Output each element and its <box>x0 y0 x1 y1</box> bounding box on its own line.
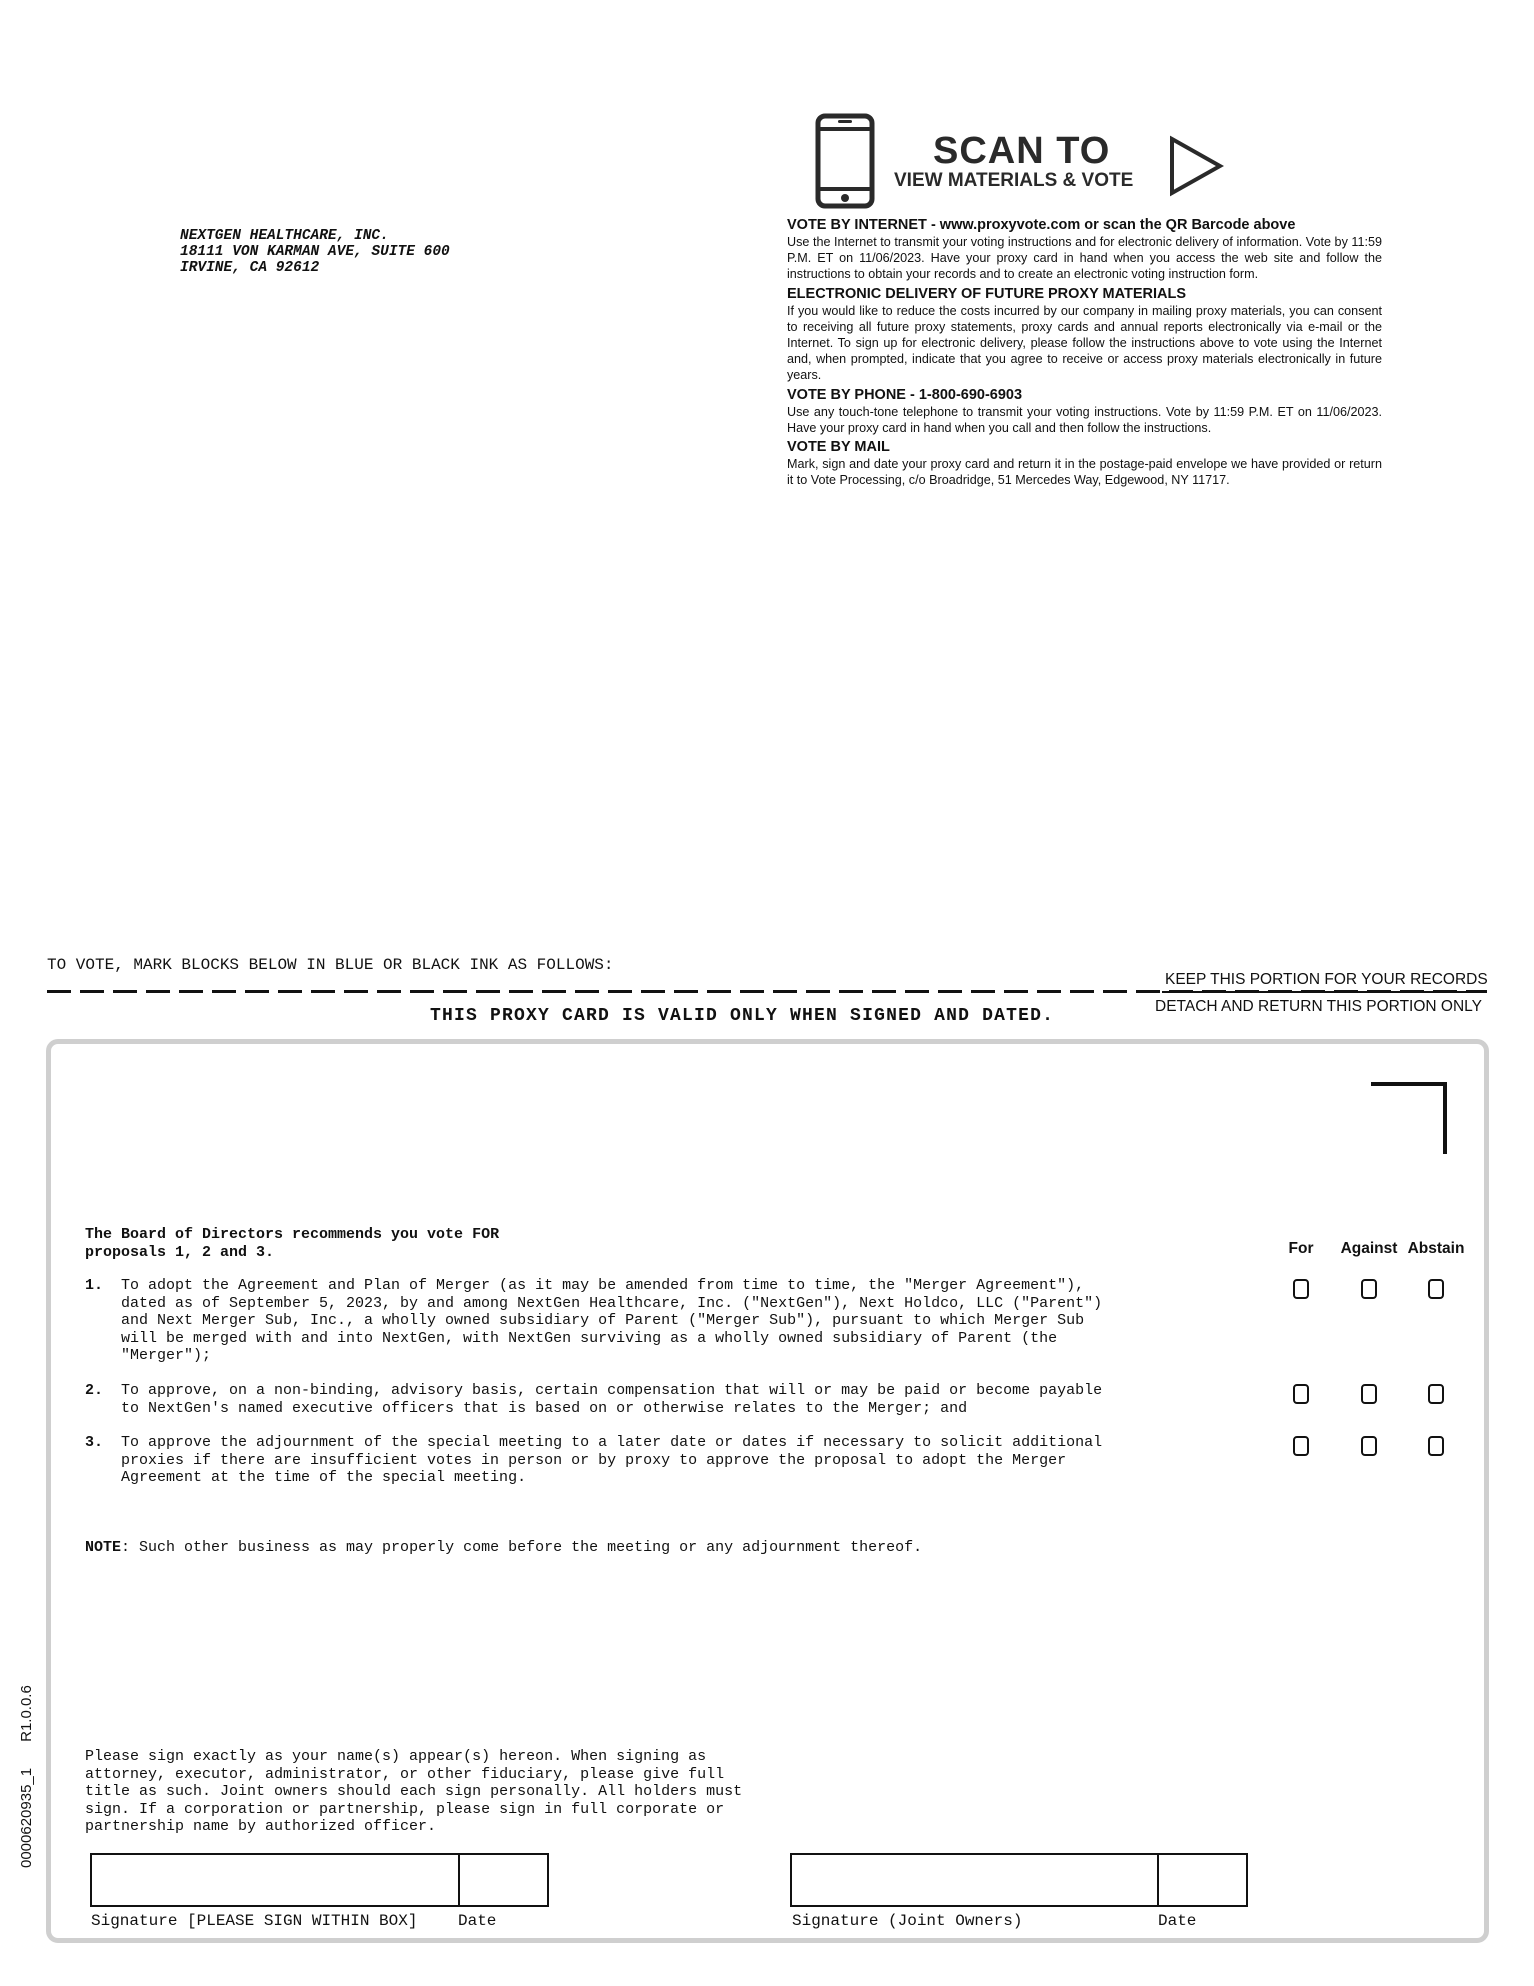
instruction-heading: ELECTRONIC DELIVERY OF FUTURE PROXY MATERIALS <box>787 285 1187 302</box>
vote-by-mail <box>787 439 1382 488</box>
signature-label: Signature [PLEASE SIGN WITHIN BOX] <box>91 1912 418 1930</box>
proposal-1-against-checkbox[interactable] <box>1361 1279 1377 1299</box>
proposal-number: 1. <box>85 1277 104 1294</box>
proposal-text: To approve, on a non-binding, advisory basis, certain compensation that will or may be paid or become payable to NextGen's named executive officers that is based on or otherwise relates to the Merger; and <box>121 1382 1103 1417</box>
proposal-number: 2. <box>85 1382 104 1399</box>
proposal-3-against-checkbox[interactable] <box>1361 1436 1377 1456</box>
proposal-3-abstain-checkbox[interactable] <box>1428 1436 1444 1456</box>
proposal-3-for-checkbox[interactable] <box>1293 1436 1309 1456</box>
joint-signature-label: Signature (Joint Owners) <box>792 1912 1023 1930</box>
document-id: 0000620935_1 <box>18 1767 35 1868</box>
column-head-against: Against <box>1340 1240 1398 1257</box>
instruction-body: If you would like to reduce the costs incurred by our company in mailing proxy materials, you can consent to receiving all future proxy statements, proxy cards and annual reports electronically via e-mail or the Internet. To sign up for electronic delivery, please follow the instructions above to vote using the Internet and, when prompted, indicate that you agree to receive or access proxy materials electronically in future years. <box>787 303 1382 383</box>
mark-blocks-instruction: TO VOTE, MARK BLOCKS BELOW IN BLUE OR BLACK INK AS FOLLOWS: <box>47 956 614 974</box>
electronic-delivery <box>787 286 1382 384</box>
keep-records-label: KEEP THIS PORTION FOR YOUR RECORDS <box>1165 971 1488 988</box>
voting-instructions <box>787 217 1382 491</box>
proposal-2-abstain-checkbox[interactable] <box>1428 1384 1444 1404</box>
signature-date-box[interactable] <box>458 1853 549 1907</box>
instruction-heading: VOTE BY PHONE - 1-800-690-6903 <box>787 386 1023 403</box>
detach-dash-line <box>47 990 1487 993</box>
valid-only-signed-note: THIS PROXY CARD IS VALID ONLY WHEN SIGNED AND DATED. <box>430 1006 1055 1026</box>
street-address: 18111 VON KARMAN AVE, SUITE 600 <box>180 244 450 260</box>
note-label: NOTE <box>85 1539 122 1556</box>
detach-return-label: DETACH AND RETURN THIS PORTION ONLY <box>1155 998 1482 1015</box>
joint-date-box[interactable] <box>1157 1853 1248 1907</box>
joint-date-label: Date <box>1158 1912 1197 1930</box>
proposal-text: To adopt the Agreement and Plan of Merger (as it may be amended from time to time, the "Merger Agreement"), dated as of September 5, 2023, by and among NextGen Healthcare, Inc. ("NextGen"), Next Holdco, LLC ("Parent") and Next Merger Sub, Inc., a wholly owned subsidiary of Parent ("Merger Sub"), pursuant to which Merger Sub will be merged with and into NextGen, with NextGen surviving as a wholly owned subsidiary of Parent (the "Merger"); <box>121 1277 1103 1365</box>
signing-instructions: Please sign exactly as your name(s) appear(s) hereon. When signing as attorney, executor, administrator, or other fiduciary, please give full title as such. Joint owners should each sign personally. All holders must sign. If a corporation or partnership, please sign in full corporate or partnership name by authorized officer. <box>85 1748 743 1835</box>
date-label: Date <box>458 1912 497 1930</box>
vote-by-phone <box>787 387 1382 436</box>
scan-title: SCAN TO <box>933 130 1111 172</box>
scan-subtitle: VIEW MATERIALS & VOTE <box>894 170 1134 191</box>
vote-by-internet <box>787 217 1382 283</box>
joint-signature-box[interactable] <box>790 1853 1159 1907</box>
proposal-1-abstain-checkbox[interactable] <box>1428 1279 1444 1299</box>
instruction-heading: VOTE BY MAIL <box>787 439 890 456</box>
proposal-1-for-checkbox[interactable] <box>1293 1279 1309 1299</box>
version-code: R1.0.0.6 <box>18 1685 35 1742</box>
instruction-body: Mark, sign and date your proxy card and return it in the postage-paid envelope we have provided or return it to Vote Processing, c/o Broadridge, 51 Mercedes Way, Edgewood, NY 11717. <box>787 457 1382 488</box>
other-business-note <box>85 1539 922 1556</box>
city-state-zip: IRVINE, CA 92612 <box>180 260 320 276</box>
proposal-2-against-checkbox[interactable] <box>1361 1384 1377 1404</box>
corner-registration-mark <box>1371 1082 1447 1154</box>
company-name: NEXTGEN HEALTHCARE, INC. <box>180 228 389 244</box>
instruction-body: Use the Internet to transmit your voting instructions and for electronic delivery of information. Vote by 11:59 P.M. ET on 11/06/2023. Have your proxy card in hand when you access the web site and follow the instructions to obtain your records and to create an electronic voting instruction form. <box>787 235 1382 282</box>
instruction-body: Use any touch-tone telephone to transmit your voting instructions. Vote by 11:59 P.M. ET on 11/06/2023. Have your proxy card in hand when you call and then follow the instructions. <box>787 404 1382 435</box>
signature-box[interactable] <box>90 1853 460 1907</box>
proposal-text: To approve the adjournment of the special meeting to a later date or dates if necessary to solicit additional proxies if there are insufficient votes in person or by proxy to approve the proposal to adopt the Merger Agreement at the time of the special meeting. <box>121 1434 1103 1487</box>
note-text: : Such other business as may properly come before the meeting or any adjournment thereof. <box>121 1539 923 1556</box>
board-recommendation: The Board of Directors recommends you vote FOR proposals 1, 2 and 3. <box>85 1226 500 1261</box>
phone-icon <box>815 113 875 209</box>
column-head-abstain: Abstain <box>1407 1240 1465 1257</box>
instruction-heading: VOTE BY INTERNET - www.proxyvote.com or scan the QR Barcode above <box>787 217 1296 233</box>
document-id-code <box>18 1659 35 1868</box>
proposal-2-for-checkbox[interactable] <box>1293 1384 1309 1404</box>
proposal-number: 3. <box>85 1434 104 1451</box>
play-arrow-icon <box>1168 135 1224 197</box>
return-address <box>180 228 450 276</box>
column-head-for: For <box>1288 1240 1314 1257</box>
